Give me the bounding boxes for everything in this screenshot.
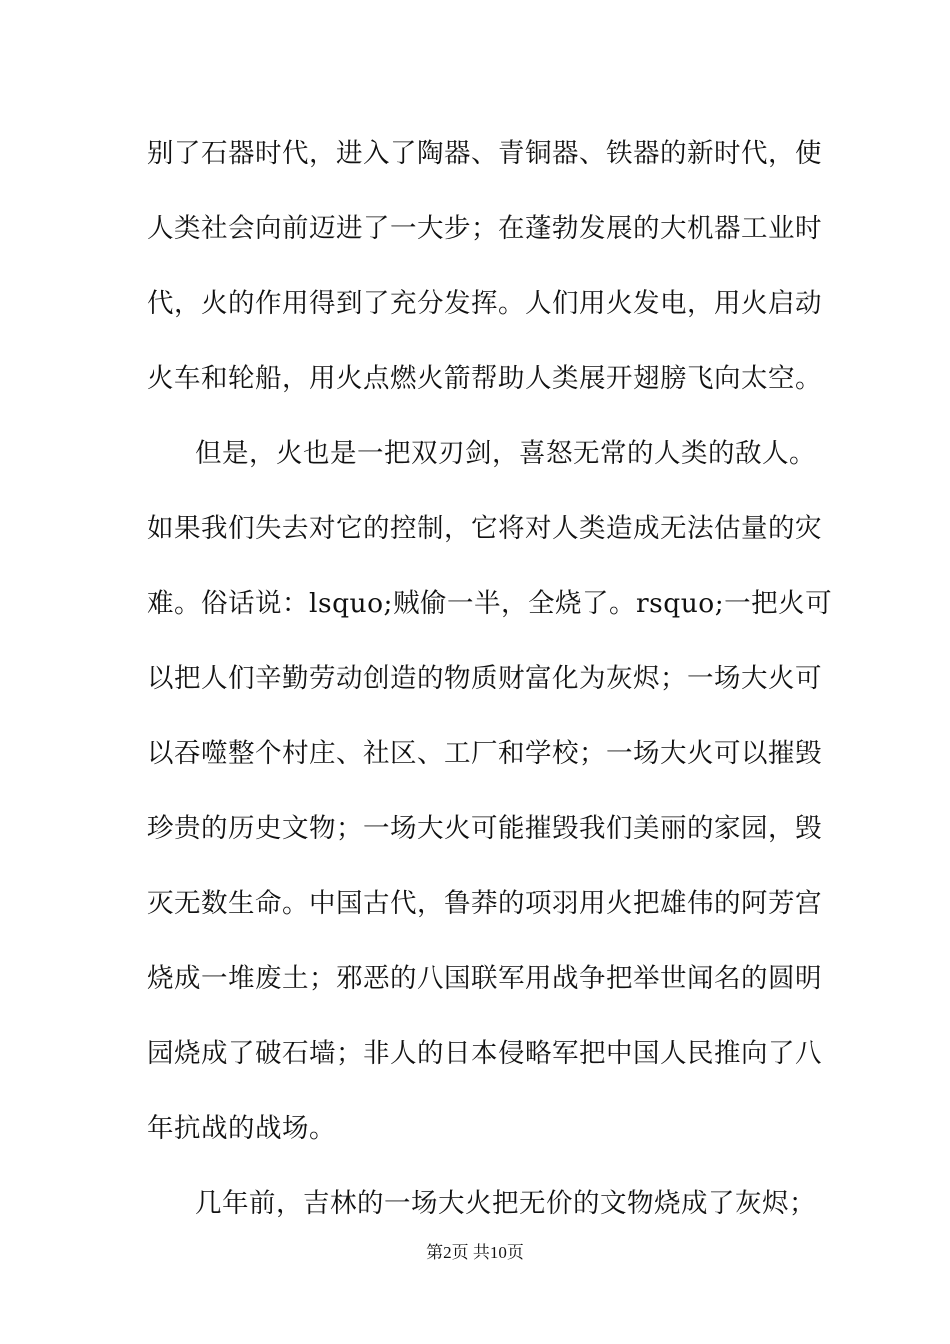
body-text-line: 灭无数生命。中国古代，鲁莽的项羽用火把雄伟的阿芳宫: [147, 888, 822, 919]
body-text-line: 难。俗话说：lsquo;贼偷一半，全烧了。rsquo;一把火可: [147, 588, 833, 619]
page-footer: 第2页 共10页: [426, 1243, 524, 1262]
body-text-line: 代，火的作用得到了充分发挥。人们用火发电，用火启动: [147, 288, 822, 319]
body-text-line: 以把人们辛勤劳动创造的物质财富化为灰烬；一场大火可: [147, 663, 822, 694]
body-text-line: 珍贵的历史文物；一场大火可能摧毁我们美丽的家园，毁: [147, 813, 822, 844]
body-text-line: 但是，火也是一把双刃剑，喜怒无常的人类的敌人。: [195, 438, 816, 469]
body-text-line: 火车和轮船，用火点燃火箭帮助人类展开翅膀飞向太空。: [147, 363, 822, 394]
body-text-line: 几年前，吉林的一场大火把无价的文物烧成了灰烬；: [195, 1188, 816, 1219]
body-text-line: 如果我们失去对它的控制，它将对人类造成无法估量的灾: [147, 513, 822, 544]
body-text-line: 园烧成了破石墙；非人的日本侵略军把中国人民推向了八: [147, 1038, 822, 1069]
body-text-line: 烧成一堆废土；邪恶的八国联军用战争把举世闻名的圆明: [147, 963, 822, 994]
body-text-line: 别了石器时代，进入了陶器、青铜器、铁器的新时代，使: [147, 138, 822, 169]
body-text-line: 以吞噬整个村庄、社区、工厂和学校；一场大火可以摧毁: [147, 738, 822, 769]
body-text-line: 年抗战的战场。: [147, 1113, 336, 1144]
body-text-line: 人类社会向前迈进了一大步；在蓬勃发展的大机器工业时: [147, 213, 822, 244]
